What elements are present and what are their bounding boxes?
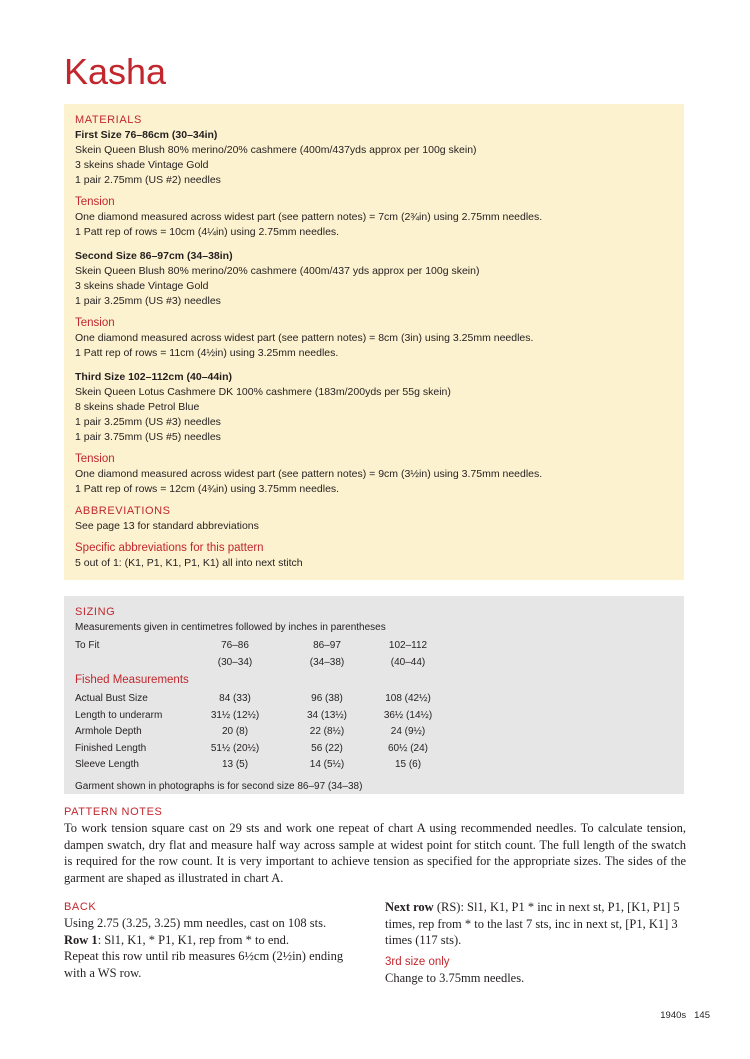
value-cell: 108 (42½)	[385, 693, 431, 704]
tension-heading: Tension	[75, 317, 115, 329]
abbreviations-text: See page 13 for standard abbreviations	[75, 520, 259, 532]
table-row	[75, 691, 457, 708]
measurements-table	[75, 691, 457, 774]
back-section	[64, 900, 364, 981]
row-label: Row 1	[64, 932, 98, 947]
sizing-intro: Measurements given in centimetres followed by inches in parentheses	[75, 622, 386, 633]
material-line: Skein Queen Blush 80% merino/20% cashmere (400m/437 yds approx per 100g skein)	[75, 265, 480, 277]
tension-line: 1 Patt rep of rows = 10cm (4¼in) using 2.75mm needles.	[75, 226, 340, 238]
row-text: (RS): Sl1, K1, P1 * inc in next st, P1, [K1, P1] 5 times, rep from * to the last 7 sts, inc in next st, [P1, K1] 3 times (117 sts).	[385, 900, 680, 947]
size-name: Third Size 102–112cm (40–44in)	[75, 371, 233, 383]
tension-heading: Tension	[75, 453, 115, 465]
sizing-note: Garment shown in photographs is for second size 86–97 (34–38)	[75, 780, 363, 792]
abbreviations-heading: ABBREVIATIONS	[75, 505, 171, 517]
value-cell: 24 (9½)	[390, 726, 426, 737]
material-line: Skein Queen Blush 80% merino/20% cashmere (400m/437yds approx per 100g skein)	[75, 144, 477, 156]
specific-abbreviations-heading: Specific abbreviations for this pattern	[75, 542, 264, 554]
value-cell: 96 (38)	[311, 693, 343, 704]
page-number: 145	[694, 1010, 710, 1021]
next-row-instruction	[385, 899, 687, 949]
back-heading: BACK	[64, 901, 97, 913]
material-line: 1 pair 3.75mm (US #5) needles	[75, 431, 221, 443]
sizing-panel	[64, 596, 684, 794]
tension-line: 1 Patt rep of rows = 11cm (4½in) using 3.25mm needles.	[75, 347, 339, 359]
pattern-notes-heading: PATTERN NOTES	[64, 806, 163, 818]
tension-line: 1 Patt rep of rows = 12cm (4¾in) using 3.75mm needles.	[75, 483, 340, 495]
to-fit-table	[75, 638, 457, 671]
row-label: Next row	[385, 900, 434, 914]
third-size-text: Change to 3.75mm needles.	[385, 970, 525, 985]
material-line: 8 skeins shade Petrol Blue	[75, 401, 200, 413]
tension-heading: Tension	[75, 196, 115, 208]
finished-measurements-heading: Fished Measurements	[75, 674, 189, 686]
footer-section: 1940s	[660, 1010, 687, 1021]
value-cell: 84 (33)	[219, 693, 251, 704]
third-size-heading: 3rd size only	[385, 955, 450, 968]
table-row	[75, 724, 457, 741]
specific-abbreviations-text: 5 out of 1: (K1, P1, K1, P1, K1) all into next stitch	[75, 557, 303, 569]
page-footer	[600, 1010, 710, 1021]
to-fit-row	[75, 638, 457, 671]
row-label: Actual Bust Size	[75, 693, 148, 704]
value-cell: 56 (22)	[311, 742, 343, 754]
value-cell: 60½ (24)	[387, 742, 429, 754]
material-line: 3 skeins shade Vintage Gold	[75, 159, 209, 171]
size-block-second	[75, 249, 673, 361]
row-label: Length to underarm	[75, 709, 163, 721]
row-label: Armhole Depth	[75, 726, 142, 737]
value-cell: 13 (5)	[221, 759, 249, 770]
back-cast-on: Using 2.75 (3.25, 3.25) mm needles, cast on 108 sts.	[64, 916, 327, 930]
sizing-heading: SIZING	[75, 606, 116, 618]
material-line: 1 pair 2.75mm (US #2) needles	[75, 174, 221, 186]
size-cell: 102–112 (40–44)	[388, 640, 428, 668]
to-fit-label: To Fit	[75, 640, 100, 651]
tension-line: One diamond measured across widest part (see pattern notes) = 8cm (3in) using 3.25mm needles.	[75, 332, 534, 344]
row-label: Finished Length	[75, 742, 147, 754]
right-column	[385, 899, 687, 986]
materials-panel	[64, 104, 684, 580]
material-line: 1 pair 3.25mm (US #3) needles	[75, 416, 221, 428]
material-line: 1 pair 3.25mm (US #3) needles	[75, 295, 221, 307]
value-cell: 31½ (12½)	[210, 709, 260, 721]
material-line: Skein Queen Lotus Cashmere DK 100% cashmere (183m/200yds per 55g skein)	[75, 386, 451, 398]
tension-line: One diamond measured across widest part (see pattern notes) = 7cm (2¾in) using 2.75mm needles.	[75, 211, 543, 223]
row-label: Sleeve Length	[75, 759, 139, 770]
row-text: : Sl1, K1, * P1, K1, rep from * to end.	[97, 932, 289, 947]
page-title: Kasha	[64, 51, 167, 92]
materials-heading: MATERIALS	[75, 114, 142, 126]
size-cell: 86–97 (34–38)	[309, 640, 345, 668]
value-cell: 34 (13½)	[306, 709, 348, 721]
size-block-first	[75, 128, 673, 240]
table-row	[75, 708, 457, 725]
material-line: 3 skeins shade Vintage Gold	[75, 280, 209, 292]
size-name: Second Size 86–97cm (34–38in)	[75, 250, 233, 262]
value-cell: 20 (8)	[221, 726, 249, 737]
back-repeat: Repeat this row until rib measures 6½cm (2½in) ending with a WS row.	[64, 949, 344, 980]
back-row-1	[64, 932, 364, 949]
tension-line: One diamond measured across widest part (see pattern notes) = 9cm (3½in) using 3.75mm needles.	[75, 468, 543, 480]
size-cell: 76–86 (30–34)	[217, 640, 253, 668]
value-cell: 22 (8½)	[309, 726, 345, 737]
size-block-third	[75, 370, 673, 497]
table-row	[75, 757, 457, 774]
value-cell: 36½ (14½)	[383, 709, 433, 721]
table-row	[75, 741, 457, 758]
value-cell: 14 (5½)	[309, 759, 345, 770]
size-name: First Size 76–86cm (30–34in)	[75, 129, 218, 141]
pattern-notes-text: To work tension square cast on 29 sts and work one repeat of chart A using recommended needles. To calculate tension, dampen swatch, dry flat and measure half way across sample at widest point for stitch count. The full length of the swatch is required for the row count. It is very important to achieve tension as specified for the appropriate sizes. The sides of the garment are shaped as illustrated in chart A.	[64, 821, 686, 885]
value-cell: 51½ (20½)	[210, 742, 260, 754]
value-cell: 15 (6)	[394, 759, 422, 770]
